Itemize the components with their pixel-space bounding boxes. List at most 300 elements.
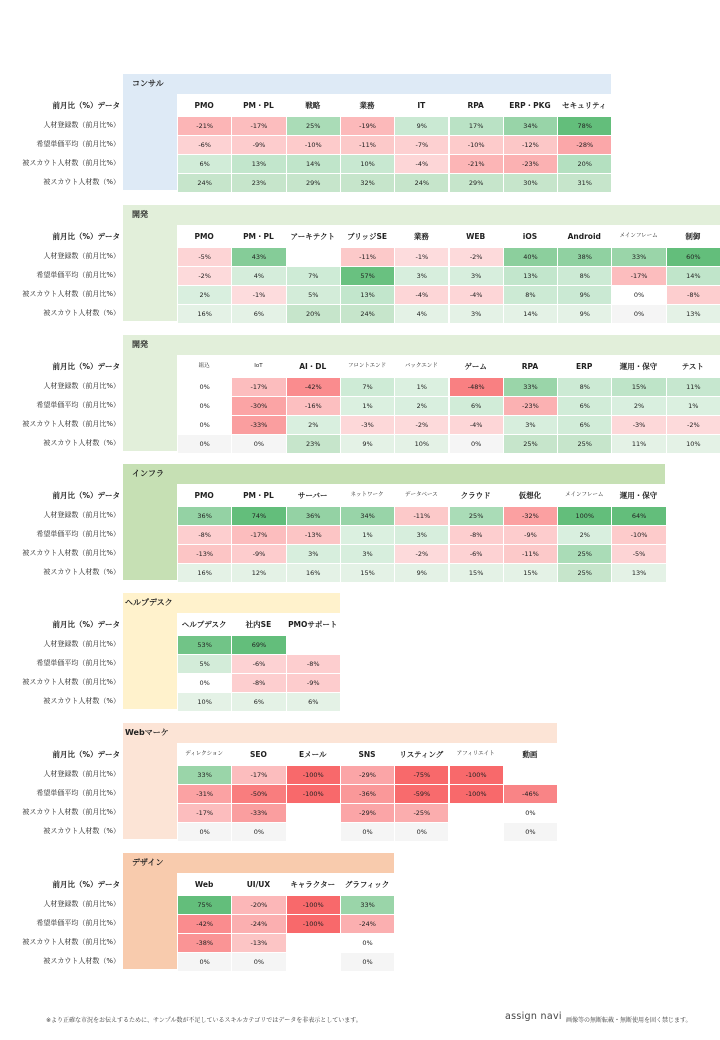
column-header: 業務 <box>359 101 375 110</box>
data-cell: -59% <box>395 785 448 803</box>
header-row-label: 前月比（%）データ <box>52 232 120 241</box>
row-label: 被スカウト人材数（%） <box>43 957 120 965</box>
column-header: グラフィック <box>344 880 390 889</box>
data-cell: 12% <box>232 564 285 582</box>
data-cell: -29% <box>341 804 394 822</box>
data-cell: -100% <box>287 766 340 784</box>
data-cell: 6% <box>232 693 285 711</box>
data-cell: 43% <box>232 248 285 266</box>
row-label: 人材登録数（前月比%） <box>43 900 120 908</box>
data-cell: -8% <box>178 526 231 544</box>
data-cell: 8% <box>558 378 611 396</box>
data-cell: 17% <box>450 117 503 135</box>
data-cell: -46% <box>504 785 557 803</box>
data-cell: -8% <box>287 655 340 673</box>
data-cell: 53% <box>178 636 231 654</box>
data-cell: 16% <box>178 564 231 582</box>
row-label: 被スカウト人材数（前月比%） <box>22 808 120 816</box>
footer-note: ※より正確な市況をお伝えするために、サンプル数が不足しているスキルカテゴリではデータを非表示としています。 <box>46 1017 362 1024</box>
data-cell: -17% <box>232 526 285 544</box>
section-header-band <box>123 205 720 225</box>
data-cell: -2% <box>667 416 720 434</box>
copyright-notice: 画像等の無断転載・無断使用を固く禁じます。 <box>566 1017 692 1024</box>
data-cell: 4% <box>232 267 285 285</box>
data-cell: 11% <box>667 378 720 396</box>
data-cell: -13% <box>178 545 231 563</box>
data-cell: 9% <box>341 435 394 453</box>
data-cell: 16% <box>287 564 340 582</box>
data-cell: -19% <box>341 117 394 135</box>
data-cell: -9% <box>232 545 285 563</box>
data-cell <box>287 953 340 971</box>
row-label: 希望単価平均（前月比%） <box>36 140 120 148</box>
data-cell: 33% <box>504 378 557 396</box>
row-label: 被スカウト人材数（前月比%） <box>22 159 120 167</box>
data-cell: 0% <box>395 823 448 841</box>
row-label: 被スカウト人材数（前月比%） <box>22 938 120 946</box>
column-header: SEO <box>249 750 267 759</box>
column-header: 社内SE <box>245 620 272 629</box>
column-header: アフィリエイト <box>456 751 495 757</box>
data-cell: 25% <box>287 117 340 135</box>
data-cell: 6% <box>178 155 231 173</box>
data-cell <box>450 804 503 822</box>
column-header: 運用・保守 <box>619 362 658 371</box>
data-cell: 69% <box>232 636 285 654</box>
data-cell: 3% <box>504 416 557 434</box>
data-cell: -23% <box>504 155 557 173</box>
data-cell: -11% <box>341 136 394 154</box>
row-label: 被スカウト人材数（%） <box>43 309 120 317</box>
data-cell: 7% <box>341 378 394 396</box>
column-header: UI/UX <box>246 880 271 889</box>
data-cell: 15% <box>612 378 665 396</box>
data-cell: 3% <box>450 267 503 285</box>
column-header: ディレクション <box>185 751 224 757</box>
column-header: メインフレーム <box>619 233 658 239</box>
data-cell: -10% <box>287 136 340 154</box>
column-header: AI・DL <box>299 362 327 371</box>
data-cell: 13% <box>667 305 720 323</box>
column-header: iOS <box>522 232 538 241</box>
data-cell: -1% <box>395 248 448 266</box>
data-cell: 0% <box>341 934 394 952</box>
row-label: 希望単価平均（前月比%） <box>36 401 120 409</box>
data-cell: 24% <box>178 174 231 192</box>
column-header: SNS <box>358 750 376 759</box>
column-header: WEB <box>466 232 486 241</box>
data-cell: -9% <box>287 674 340 692</box>
column-header: キャラクター <box>290 880 336 889</box>
data-cell: 0% <box>178 416 231 434</box>
data-cell: 1% <box>395 378 448 396</box>
header-row-label: 前月比（%）データ <box>52 880 120 889</box>
data-cell: 36% <box>178 507 231 525</box>
header-row-label: 前月比（%）データ <box>52 491 120 500</box>
data-cell: 15% <box>504 564 557 582</box>
section-header-band <box>123 853 394 873</box>
data-cell: 60% <box>667 248 720 266</box>
data-cell: 33% <box>178 766 231 784</box>
data-cell: 3% <box>395 526 448 544</box>
column-header: リスティング <box>399 750 444 759</box>
data-cell: -17% <box>232 117 285 135</box>
header-row-label: 前月比（%）データ <box>52 750 120 759</box>
section-title: 開発 <box>132 340 148 349</box>
data-cell: 0% <box>178 823 231 841</box>
data-cell: 11% <box>612 435 665 453</box>
data-cell: 25% <box>558 564 611 582</box>
data-cell: 8% <box>504 286 557 304</box>
data-cell: 10% <box>395 435 448 453</box>
row-label: 人材登録数（前月比%） <box>43 640 120 648</box>
data-cell: 34% <box>341 507 394 525</box>
data-cell: 2% <box>178 286 231 304</box>
data-cell: 9% <box>558 286 611 304</box>
column-header: ゲーム <box>464 362 487 371</box>
data-cell: -8% <box>232 674 285 692</box>
data-cell: 32% <box>341 174 394 192</box>
data-cell: 0% <box>341 953 394 971</box>
column-header: RPA <box>467 101 484 110</box>
column-header: アーキテクト <box>290 232 335 241</box>
data-cell: -100% <box>287 915 340 933</box>
data-cell: 57% <box>341 267 394 285</box>
data-cell: -9% <box>504 526 557 544</box>
data-cell: -29% <box>341 766 394 784</box>
data-cell: -9% <box>232 136 285 154</box>
data-cell: 16% <box>178 305 231 323</box>
data-cell: 78% <box>558 117 611 135</box>
data-cell: 1% <box>667 397 720 415</box>
data-cell: -1% <box>232 286 285 304</box>
row-label: 希望単価平均（前月比%） <box>36 530 120 538</box>
data-cell: -8% <box>450 526 503 544</box>
column-header: 業務 <box>413 232 429 241</box>
data-cell: -3% <box>341 416 394 434</box>
data-cell: -36% <box>341 785 394 803</box>
data-cell: -10% <box>612 526 665 544</box>
data-cell: -24% <box>232 915 285 933</box>
data-cell: 9% <box>558 305 611 323</box>
data-cell: -4% <box>450 286 503 304</box>
data-cell: 74% <box>232 507 285 525</box>
data-cell: -2% <box>178 267 231 285</box>
data-cell: 0% <box>504 804 557 822</box>
data-cell: -11% <box>341 248 394 266</box>
row-label: 希望単価平均（前月比%） <box>36 659 120 667</box>
data-cell: 25% <box>558 435 611 453</box>
data-cell: -32% <box>504 507 557 525</box>
data-cell: 30% <box>504 174 557 192</box>
data-cell: 4% <box>395 305 448 323</box>
data-cell: 0% <box>504 823 557 841</box>
row-label: 人材登録数（前月比%） <box>43 382 120 390</box>
section-header-band <box>123 74 611 94</box>
column-header: 仮想化 <box>518 491 542 500</box>
column-header: セキュリティ <box>562 101 607 110</box>
data-cell: 64% <box>612 507 665 525</box>
data-cell: -5% <box>612 545 665 563</box>
column-header: RPA <box>521 362 539 371</box>
data-cell: 20% <box>558 155 611 173</box>
data-cell: 0% <box>232 823 285 841</box>
column-header: 動画 <box>522 750 538 759</box>
data-cell: 13% <box>232 155 285 173</box>
data-cell: -17% <box>232 766 285 784</box>
row-label: 被スカウト人材数（%） <box>43 439 120 447</box>
column-header: PM・PL <box>243 101 274 110</box>
column-header: 戦略 <box>305 101 321 110</box>
column-header: クラウド <box>460 491 491 500</box>
data-cell: 100% <box>558 507 611 525</box>
data-cell: 38% <box>558 248 611 266</box>
column-header: IT <box>417 101 426 110</box>
section-title: Webマーケ <box>125 728 169 737</box>
row-label: 希望単価平均（前月比%） <box>36 271 120 279</box>
data-cell: 0% <box>232 435 285 453</box>
section-side-bar <box>123 225 177 321</box>
data-cell: -42% <box>178 915 231 933</box>
data-cell: 5% <box>178 655 231 673</box>
row-label: 被スカウト人材数（前月比%） <box>22 678 120 686</box>
brand-logo: assign navi <box>505 1011 562 1022</box>
data-cell: -3% <box>612 416 665 434</box>
data-cell: 15% <box>450 564 503 582</box>
row-label: 被スカウト人材数（前月比%） <box>22 290 120 298</box>
column-header: Android <box>567 232 601 241</box>
column-header: バックエンド <box>404 363 438 369</box>
data-cell: 25% <box>558 545 611 563</box>
data-cell: 10% <box>667 435 720 453</box>
section-title: 開発 <box>132 210 148 219</box>
row-label: 希望単価平均（前月比%） <box>36 919 120 927</box>
data-cell: 2% <box>612 397 665 415</box>
data-cell: 15% <box>341 564 394 582</box>
column-header: PMO <box>194 491 214 500</box>
data-cell: 7% <box>287 267 340 285</box>
data-cell: 0% <box>178 674 231 692</box>
data-cell: -100% <box>450 766 503 784</box>
data-cell: 10% <box>178 693 231 711</box>
data-cell: -13% <box>287 526 340 544</box>
data-cell <box>287 636 340 654</box>
section-side-bar <box>123 94 177 190</box>
data-cell: 0% <box>178 397 231 415</box>
data-cell: -20% <box>232 896 285 914</box>
column-header: Eメール <box>299 750 327 759</box>
section-title: コンサル <box>132 79 164 88</box>
data-cell: 6% <box>450 397 503 415</box>
data-cell: -6% <box>232 655 285 673</box>
column-header: PMO <box>194 101 214 110</box>
data-cell: 6% <box>232 305 285 323</box>
data-cell: -6% <box>450 545 503 563</box>
column-header: ERP・PKG <box>509 101 551 110</box>
data-cell: 9% <box>395 117 448 135</box>
column-header: PMOサポート <box>288 620 338 629</box>
data-cell: -4% <box>450 416 503 434</box>
data-cell: 20% <box>287 305 340 323</box>
column-header: メインフレーム <box>565 492 604 498</box>
row-label: 被スカウト人材数（%） <box>43 568 120 576</box>
data-cell: 1% <box>341 397 394 415</box>
data-cell: 13% <box>612 564 665 582</box>
column-header: 組込 <box>198 363 210 369</box>
data-cell: 3% <box>287 545 340 563</box>
data-cell: -17% <box>178 804 231 822</box>
data-cell: 34% <box>504 117 557 135</box>
data-cell: 8% <box>558 267 611 285</box>
data-cell: -17% <box>612 267 665 285</box>
data-cell: 0% <box>178 435 231 453</box>
column-header: IoT <box>254 363 263 369</box>
data-cell: 14% <box>287 155 340 173</box>
header-row-label: 前月比（%）データ <box>52 362 120 371</box>
data-cell: -7% <box>395 136 448 154</box>
data-cell: 9% <box>395 564 448 582</box>
data-cell: -25% <box>395 804 448 822</box>
data-cell: 13% <box>341 286 394 304</box>
data-cell: -11% <box>504 545 557 563</box>
column-header: Web <box>194 880 214 889</box>
data-cell: 25% <box>504 435 557 453</box>
data-cell <box>287 804 340 822</box>
row-label: 被スカウト人材数（%） <box>43 697 120 705</box>
row-label: 被スカウト人材数（%） <box>43 178 120 186</box>
section-side-bar <box>123 743 177 839</box>
data-cell: -12% <box>504 136 557 154</box>
data-cell: 2% <box>395 397 448 415</box>
row-label: 人材登録数（前月比%） <box>43 121 120 129</box>
data-cell: 3% <box>395 267 448 285</box>
row-label: 人材登録数（前月比%） <box>43 511 120 519</box>
data-cell: -13% <box>232 934 285 952</box>
data-cell: -5% <box>178 248 231 266</box>
data-cell: -8% <box>667 286 720 304</box>
section-header-band <box>123 593 340 613</box>
data-cell: -17% <box>232 378 285 396</box>
data-cell: 2% <box>287 416 340 434</box>
column-header: 運用・保守 <box>619 491 658 500</box>
section-side-bar <box>123 355 177 451</box>
data-cell: 29% <box>287 174 340 192</box>
data-cell: 24% <box>341 305 394 323</box>
data-cell: 33% <box>612 248 665 266</box>
data-cell: -4% <box>395 155 448 173</box>
data-cell: 3% <box>450 305 503 323</box>
column-header: PM・PL <box>243 491 274 500</box>
data-cell <box>287 823 340 841</box>
column-header: データベース <box>404 492 438 498</box>
row-label: 被スカウト人材数（%） <box>43 827 120 835</box>
section-header-band <box>123 723 557 743</box>
data-cell: 36% <box>287 507 340 525</box>
data-cell: -23% <box>504 397 557 415</box>
column-header: サーバー <box>297 491 328 500</box>
data-cell: 5% <box>287 286 340 304</box>
section-title: ヘルプデスク <box>125 598 173 607</box>
column-header: 制御 <box>685 232 701 241</box>
section-title: デザイン <box>132 858 164 867</box>
data-cell: 13% <box>504 267 557 285</box>
row-label: 人材登録数（前月比%） <box>43 770 120 778</box>
column-header: フロントエンド <box>347 363 387 369</box>
data-cell: -100% <box>287 896 340 914</box>
data-cell: 0% <box>232 953 285 971</box>
data-cell: 31% <box>558 174 611 192</box>
data-cell: 0% <box>178 953 231 971</box>
data-cell <box>504 766 557 784</box>
row-label: 被スカウト人材数（前月比%） <box>22 420 120 428</box>
column-header: テスト <box>681 362 704 371</box>
data-cell: -42% <box>287 378 340 396</box>
data-cell: 0% <box>341 823 394 841</box>
section-side-bar <box>123 484 177 580</box>
row-label: 被スカウト人材数（前月比%） <box>22 549 120 557</box>
header-row-label: 前月比（%）データ <box>52 101 120 110</box>
data-cell: -2% <box>395 545 448 563</box>
section-side-bar <box>123 613 177 709</box>
data-cell: 3% <box>341 545 394 563</box>
section-header-band <box>123 464 665 484</box>
data-cell: 2% <box>558 526 611 544</box>
data-cell: -2% <box>450 248 503 266</box>
data-cell: -28% <box>558 136 611 154</box>
data-cell: 6% <box>287 693 340 711</box>
data-cell: 25% <box>450 507 503 525</box>
data-cell: -30% <box>232 397 285 415</box>
data-cell: -100% <box>450 785 503 803</box>
data-cell: -33% <box>232 804 285 822</box>
section-side-bar <box>123 873 177 969</box>
data-cell: -6% <box>178 136 231 154</box>
row-label: 希望単価平均（前月比%） <box>36 789 120 797</box>
column-header: ERP <box>576 362 593 371</box>
data-cell: 33% <box>341 896 394 914</box>
data-cell: -2% <box>395 416 448 434</box>
column-header: ブリッジSE <box>347 232 387 241</box>
row-label: 人材登録数（前月比%） <box>43 252 120 260</box>
data-cell: -100% <box>287 785 340 803</box>
data-cell: -31% <box>178 785 231 803</box>
data-cell <box>287 248 340 266</box>
data-cell: 29% <box>450 174 503 192</box>
data-cell: -50% <box>232 785 285 803</box>
data-cell: 0% <box>178 378 231 396</box>
data-cell: 40% <box>504 248 557 266</box>
section-header-band <box>123 335 720 355</box>
data-cell: -75% <box>395 766 448 784</box>
data-cell: 6% <box>558 397 611 415</box>
data-cell <box>287 934 340 952</box>
section-title: インフラ <box>132 469 164 478</box>
data-cell: 23% <box>232 174 285 192</box>
column-header: ヘルプデスク <box>181 620 227 629</box>
data-cell <box>450 823 503 841</box>
data-cell: 1% <box>341 526 394 544</box>
data-cell: -24% <box>341 915 394 933</box>
data-cell: -38% <box>178 934 231 952</box>
data-cell: 0% <box>450 435 503 453</box>
data-cell: -4% <box>395 286 448 304</box>
column-header: PMO <box>194 232 214 241</box>
header-row-label: 前月比（%）データ <box>52 620 120 629</box>
data-cell: 14% <box>504 305 557 323</box>
data-cell: 6% <box>558 416 611 434</box>
data-cell: 24% <box>395 174 448 192</box>
data-cell: 75% <box>178 896 231 914</box>
